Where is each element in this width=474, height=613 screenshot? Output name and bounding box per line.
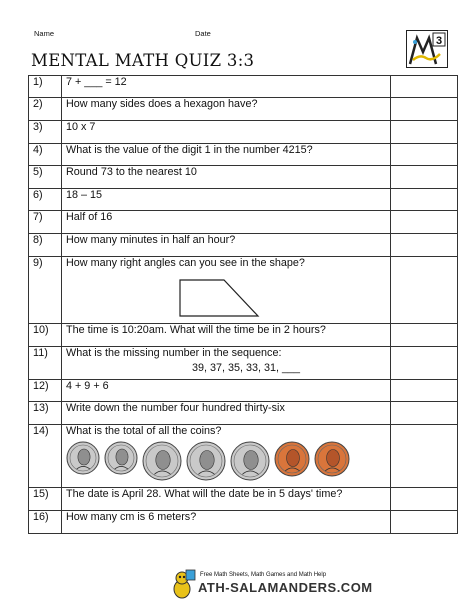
question-row <box>29 511 458 534</box>
question-number: 1) <box>29 76 62 98</box>
number-sequence: 39, 37, 35, 33, 31, ___ <box>191 362 301 374</box>
question-text: The time is 10:20am. What will the time be in 2 hours? <box>62 324 391 347</box>
question-text: 4 + 9 + 6 <box>62 380 391 402</box>
question-number: 6) <box>29 189 62 211</box>
question-text: How many minutes in half an hour? <box>62 234 391 257</box>
question-row <box>29 257 458 324</box>
question-number: 3) <box>29 121 62 144</box>
question-number: 7) <box>29 211 62 234</box>
dime-coin-icon <box>66 441 100 475</box>
question-cell <box>62 425 391 488</box>
footer-brand-link[interactable]: ATH-SALAMANDERS.COM <box>198 580 373 595</box>
answer-box[interactable] <box>391 166 458 189</box>
nickel-coin-icon <box>142 441 182 481</box>
footer <box>166 569 373 601</box>
page-title: MENTAL MATH QUIZ 3:3 <box>31 51 255 70</box>
question-row <box>29 76 458 98</box>
question-row <box>29 488 458 511</box>
answer-box[interactable] <box>391 121 458 144</box>
question-text: 18 – 15 <box>62 189 391 211</box>
question-number: 9) <box>29 257 62 324</box>
nickel-coin-icon <box>186 441 226 481</box>
question-row <box>29 98 458 121</box>
answer-box[interactable] <box>391 144 458 166</box>
question-text: Half of 16 <box>62 211 391 234</box>
answer-box[interactable] <box>391 347 458 380</box>
question-text: What is the value of the digit 1 in the number 4215? <box>62 144 391 166</box>
answer-box[interactable] <box>391 511 458 534</box>
answer-box[interactable] <box>391 211 458 234</box>
question-row <box>29 166 458 189</box>
question-number: 15) <box>29 488 62 511</box>
question-number: 10) <box>29 324 62 347</box>
answer-box[interactable] <box>391 380 458 402</box>
question-number: 12) <box>29 380 62 402</box>
question-row <box>29 324 458 347</box>
question-text: Write down the number four hundred thirty-six <box>62 402 391 425</box>
question-row <box>29 189 458 211</box>
question-number: 14) <box>29 425 62 488</box>
footer-tagline: Free Math Sheets, Math Games and Math Help <box>200 572 327 578</box>
question-text: What is the missing number in the sequence: <box>66 347 282 359</box>
question-row <box>29 144 458 166</box>
question-row <box>29 402 458 425</box>
date-label: Date <box>195 29 211 38</box>
quiz-table <box>28 75 458 534</box>
question-row <box>29 211 458 234</box>
answer-box[interactable] <box>391 98 458 121</box>
question-text: How many right angles can you see in the shape? <box>66 257 305 269</box>
nickel-coin-icon <box>230 441 270 481</box>
question-number: 13) <box>29 402 62 425</box>
question-text: 7 + ___ = 12 <box>62 76 391 98</box>
coin-row <box>66 441 386 481</box>
question-row <box>29 425 458 488</box>
answer-box[interactable] <box>391 257 458 324</box>
grade-number: 3 <box>435 35 443 47</box>
penny-coin-icon <box>274 441 310 477</box>
answer-box[interactable] <box>391 425 458 488</box>
answer-box[interactable] <box>391 76 458 98</box>
question-text: Round 73 to the nearest 10 <box>62 166 391 189</box>
answer-box[interactable] <box>391 488 458 511</box>
question-number: 5) <box>29 166 62 189</box>
answer-box[interactable] <box>391 402 458 425</box>
question-cell <box>62 257 391 324</box>
question-row <box>29 380 458 402</box>
question-text: The date is April 28. What will the date be in 5 days' time? <box>62 488 391 511</box>
penny-coin-icon <box>314 441 350 477</box>
question-text: 10 x 7 <box>62 121 391 144</box>
question-row <box>29 121 458 144</box>
answer-box[interactable] <box>391 234 458 257</box>
question-number: 4) <box>29 144 62 166</box>
question-text: How many sides does a hexagon have? <box>62 98 391 121</box>
question-row <box>29 234 458 257</box>
question-text: What is the total of all the coins? <box>66 425 222 437</box>
question-number: 16) <box>29 511 62 534</box>
question-number: 2) <box>29 98 62 121</box>
question-number: 11) <box>29 347 62 380</box>
question-text: How many cm is 6 meters? <box>62 511 391 534</box>
question-cell <box>62 347 391 380</box>
trapezoid-shape <box>178 278 260 318</box>
dime-coin-icon <box>104 441 138 475</box>
answer-box[interactable] <box>391 189 458 211</box>
salamander-mascot-icon <box>166 569 198 601</box>
question-number: 8) <box>29 234 62 257</box>
name-label: Name <box>34 29 55 38</box>
answer-box[interactable] <box>391 324 458 347</box>
question-row <box>29 347 458 380</box>
salamander-logo-icon <box>406 30 448 68</box>
